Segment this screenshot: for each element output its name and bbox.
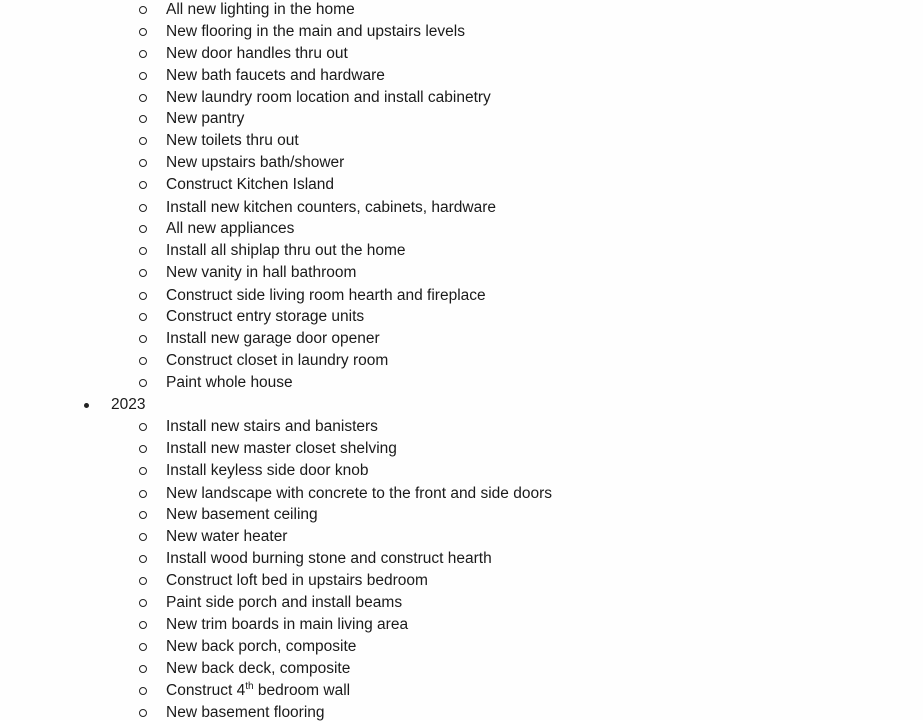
hollow-bullet-icon <box>139 423 147 431</box>
hollow-bullet-icon <box>139 490 147 498</box>
hollow-bullet-icon <box>139 247 147 255</box>
hollow-bullet-icon <box>139 292 147 300</box>
hollow-bullet-icon <box>139 115 147 123</box>
hollow-bullet-icon <box>139 467 147 475</box>
hollow-bullet-icon <box>139 269 147 277</box>
hollow-bullet-icon <box>139 577 147 585</box>
hollow-bullet-icon <box>139 511 147 519</box>
filled-bullet-icon <box>84 403 89 408</box>
hollow-bullet-icon <box>139 665 147 673</box>
hollow-bullet-icon <box>139 335 147 343</box>
hollow-bullet-icon <box>139 687 147 695</box>
hollow-bullet-icon <box>139 50 147 58</box>
hollow-bullet-icon <box>139 599 147 607</box>
bedroom-wall-item-text: Construct 4th bedroom wall <box>166 680 351 699</box>
hollow-bullet-icon <box>139 94 147 102</box>
hollow-bullet-icon <box>139 313 147 321</box>
hollow-bullet-icon <box>139 6 147 14</box>
hollow-bullet-icon <box>139 72 147 80</box>
hollow-bullet-icon <box>139 137 147 145</box>
hollow-bullet-icon <box>139 28 147 36</box>
document-page: All new lighting in the home New flooring in the main and upstairs levels New door handles thru out New bath faucets and hardware New laundry room location and install cabinetry New pantry New toilets thru out New upstairs bath/shower Construct Kitchen Island Install new kitchen counters, cabinets, hardware All new appliances Install all shiplap thru out the home New vanity in hall bathroom Construct side living room hearth and fireplace Construct entry storage units Install new garage door opener Construct closet in laundry room Paint whole house 2023 Install new stairs and banisters Install new master closet shelving Install keyless side door knob New landscape with concrete to the front and side doors New basement ceiling New water heater Install wood burning stone and construct hearth Construct loft bed in upstairs bedroom Paint side porch and install beams New trim boards in main living area New back porch, composite New back deck, composite Construct 4th bedroom wall New basement flooring <box>0 0 923 720</box>
hollow-bullet-icon <box>139 357 147 365</box>
hollow-bullet-icon <box>139 445 147 453</box>
hollow-bullet-icon <box>139 204 147 212</box>
hollow-bullet-icon <box>139 709 147 717</box>
hollow-bullet-icon <box>139 159 147 167</box>
hollow-bullet-icon <box>139 181 147 189</box>
hollow-bullet-icon <box>139 225 147 233</box>
hollow-bullet-icon <box>139 533 147 541</box>
hollow-bullet-icon <box>139 621 147 629</box>
hollow-bullet-icon <box>139 379 147 387</box>
hollow-bullet-icon <box>139 643 147 651</box>
hollow-bullet-icon <box>139 555 147 563</box>
